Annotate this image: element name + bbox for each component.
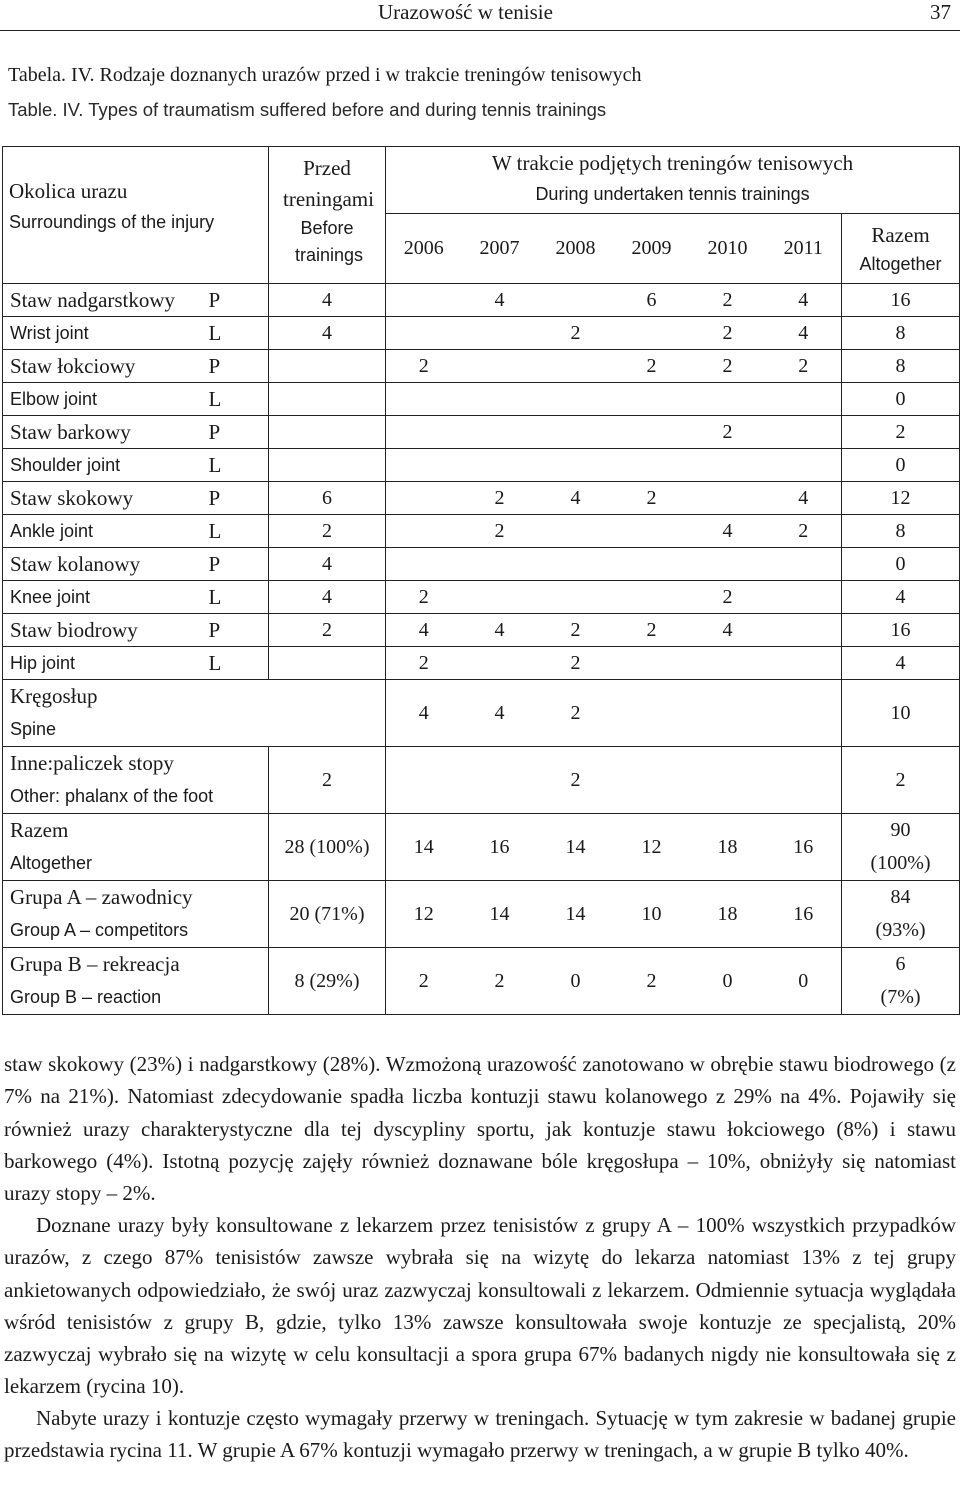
year-value: 6 — [614, 284, 690, 317]
year-value: 14 — [462, 881, 538, 948]
year-value: 2 — [538, 680, 614, 747]
year-value: 0 — [766, 948, 842, 1015]
year-value: 2 — [462, 948, 538, 1015]
row-side: L — [209, 449, 269, 482]
year-value — [690, 548, 766, 581]
body-paragraph: Doznane urazy były konsultowane z lekarzem przez tenisistów z grupy A – 100% wszystkich przypadków urazów, z czego 87% tenisistów zawsze wybrała się na wizytę do lekarza natomiast 13% z tej grupy ankietowanych odpowiedziało, że swój uraz zazwyczaj konsultowali z lekarzem. Odmiennie sytuacja wyglądała wśród tenisistów z grupy B, gdzie, tylko 13% zawsze konsultowała swoje kontuzje ze specjalistą, 20% zazwyczaj wybrało się na wizytę w celu konsultacji a spora grupa 67% badanych nigdy nie konsultowała się z lekarzem (rycina 10). — [4, 1213, 956, 1399]
row-name-pl: Razem — [10, 818, 69, 842]
year-value: 4 — [386, 680, 462, 747]
total-value — [842, 881, 960, 948]
total-percent: (100%) — [870, 852, 931, 874]
year-value: 2 — [766, 515, 842, 548]
year-value: 2 — [538, 614, 614, 647]
year-value: 2 — [386, 647, 462, 680]
table-row-group-a — [3, 881, 960, 948]
year-value — [386, 449, 462, 482]
page-header — [0, 0, 960, 31]
row-side: P — [209, 482, 269, 515]
row-side: L — [209, 317, 269, 350]
row-name-en: Altogether — [10, 853, 93, 873]
before-value — [269, 350, 386, 383]
row-name-en: Other: phalanx of the foot — [10, 786, 214, 806]
row-name-en: Group A – competitors — [10, 920, 189, 940]
year-value — [386, 383, 462, 416]
row-name-text: Staw łokciowy — [10, 353, 136, 378]
body-paragraph: staw skokowy (23%) i nadgarstkowy (28%). Wzmożoną urazowość zanotowano w obrębie stawu biodrowego (z 7% na 21%). Natomiast zdecydowanie spadła liczba kontuzji stawu kolanowego z 29% na 4%. Pojawiły się również urazy charakterystyczne dla tej dyscypliny sportu, jak kontuzje stawu łokciowego (8%) i stawu barkowego (4%). Istotną pozycję zajęły również doznawane bóle kręgosłupa – 10%, obniżyły się natomiast urazy stopy – 2%. — [4, 1052, 956, 1206]
year-value — [462, 350, 538, 383]
total-value: 2 — [842, 747, 960, 814]
year-value: 4 — [462, 614, 538, 647]
year-value — [766, 747, 842, 814]
row-name — [3, 383, 209, 416]
row-name — [3, 581, 209, 614]
year-value: 4 — [538, 482, 614, 515]
year-value: 4 — [766, 317, 842, 350]
table-row — [3, 581, 960, 614]
year-value: 2 — [614, 350, 690, 383]
year-value — [462, 548, 538, 581]
year-value — [538, 449, 614, 482]
header-before-en: Before trainings — [295, 218, 364, 265]
before-value: 4 — [269, 284, 386, 317]
header-during — [386, 147, 960, 214]
year-value: 4 — [462, 284, 538, 317]
year-value: 0 — [538, 948, 614, 1015]
year-value: 4 — [386, 614, 462, 647]
before-value: 2 — [269, 614, 386, 647]
total-value: 0 — [842, 548, 960, 581]
before-value: 6 — [269, 482, 386, 515]
year-value — [614, 515, 690, 548]
year-value: 2 — [614, 948, 690, 1015]
row-name — [3, 284, 209, 317]
row-name-text: Staw nadgarstkowy — [10, 287, 176, 312]
row-label — [3, 680, 386, 747]
year-value — [538, 515, 614, 548]
table-row — [3, 317, 960, 350]
year-value: 14 — [386, 814, 462, 881]
row-side: L — [209, 647, 269, 680]
year-value: 0 — [690, 948, 766, 1015]
row-name — [3, 614, 209, 647]
year-value: 4 — [690, 515, 766, 548]
total-percent: (7%) — [880, 986, 921, 1008]
before-value — [269, 449, 386, 482]
header-before — [269, 147, 386, 284]
year-value — [614, 647, 690, 680]
year-value: 2 — [614, 482, 690, 515]
year-value — [766, 581, 842, 614]
row-side: P — [209, 614, 269, 647]
table-row — [3, 416, 960, 449]
table-caption-en: Table. IV. Types of traumatism suffered before and during tennis trainings — [8, 99, 607, 120]
year-value: 12 — [386, 881, 462, 948]
year-value — [462, 416, 538, 449]
year-value: 2 — [538, 747, 614, 814]
header-total-pl: Razem — [871, 222, 930, 247]
total-count: 84 — [890, 886, 911, 908]
year-header: 2007 — [462, 214, 538, 284]
row-name-pl: Grupa A – zawodnicy — [10, 885, 193, 909]
before-value: 4 — [269, 548, 386, 581]
year-value: 2 — [538, 647, 614, 680]
year-value: 16 — [766, 814, 842, 881]
year-header: 2006 — [386, 214, 462, 284]
running-title: Urazowość w tenisie — [378, 0, 553, 24]
year-value — [690, 449, 766, 482]
year-header: 2008 — [538, 214, 614, 284]
year-value — [462, 383, 538, 416]
row-side: P — [209, 350, 269, 383]
page-number: 37 — [930, 0, 951, 24]
year-value — [766, 383, 842, 416]
year-value — [690, 680, 766, 747]
year-value: 2 — [462, 515, 538, 548]
total-percent: (93%) — [875, 919, 926, 941]
year-value: 2 — [690, 284, 766, 317]
row-name — [3, 449, 209, 482]
before-value: 8 (29%) — [269, 948, 386, 1015]
body-paragraph: Nabyte urazy i kontuzje często wymagały przerwy w treningach. Sytuację w tym zakresie w badanej grupie przedstawia rycina 11. W grupie A 67% kontuzji wymagało przerwy w treningach, a w grupie B tylko 40%. — [4, 1406, 956, 1463]
total-value: 16 — [842, 284, 960, 317]
before-value: 2 — [269, 747, 386, 814]
total-count: 6 — [895, 953, 906, 975]
total-value: 0 — [842, 449, 960, 482]
row-name-en: Group B – reaction — [10, 987, 162, 1007]
total-value: 10 — [842, 680, 960, 747]
row-name-pl: Inne:paliczek stopy — [10, 751, 174, 775]
row-name — [3, 515, 209, 548]
total-value: 2 — [842, 416, 960, 449]
year-header: 2010 — [690, 214, 766, 284]
row-name-text: Wrist joint — [10, 322, 89, 343]
total-value: 8 — [842, 515, 960, 548]
year-value — [386, 548, 462, 581]
year-value — [614, 548, 690, 581]
year-value: 4 — [766, 482, 842, 515]
row-side: P — [209, 284, 269, 317]
total-value — [842, 814, 960, 881]
table-row-total — [3, 814, 960, 881]
table-row — [3, 614, 960, 647]
year-value: 12 — [614, 814, 690, 881]
header-total-en: Altogether — [859, 253, 942, 274]
total-value: 16 — [842, 614, 960, 647]
table-row-other — [3, 747, 960, 814]
row-name-pl: Kręgosłup — [10, 684, 98, 708]
joint-rows — [3, 284, 960, 680]
year-value: 2 — [386, 948, 462, 1015]
year-value — [766, 548, 842, 581]
year-value: 2 — [386, 350, 462, 383]
row-name-pl: Grupa B – rekreacja — [10, 952, 180, 976]
row-side: P — [209, 548, 269, 581]
year-value: 2 — [538, 317, 614, 350]
year-value — [538, 416, 614, 449]
before-value: 4 — [269, 317, 386, 350]
year-value — [538, 284, 614, 317]
before-value — [269, 416, 386, 449]
table-row — [3, 515, 960, 548]
year-value — [614, 416, 690, 449]
year-value — [538, 581, 614, 614]
header-region — [3, 147, 269, 284]
year-value — [614, 581, 690, 614]
year-value — [386, 482, 462, 515]
year-value — [462, 449, 538, 482]
total-count: 90 — [890, 819, 911, 841]
row-name-text: Staw kolanowy — [10, 551, 141, 576]
row-side: L — [209, 581, 269, 614]
year-value: 2 — [614, 614, 690, 647]
year-value: 4 — [766, 284, 842, 317]
row-side: L — [209, 515, 269, 548]
table-row — [3, 482, 960, 515]
header-total — [842, 214, 960, 284]
row-side: P — [209, 416, 269, 449]
year-value: 10 — [614, 881, 690, 948]
row-name — [3, 350, 209, 383]
row-name-text: Shoulder joint — [10, 454, 121, 475]
table-row — [3, 548, 960, 581]
table-row — [3, 647, 960, 680]
row-name — [3, 482, 209, 515]
year-value — [766, 680, 842, 747]
year-value — [386, 747, 462, 814]
row-label — [3, 814, 269, 881]
year-value — [766, 416, 842, 449]
year-value — [538, 350, 614, 383]
year-value — [462, 581, 538, 614]
table-caption-pl: Tabela. IV. Rodzaje doznanych urazów przed i w trakcie treningów tenisowych — [8, 64, 642, 86]
year-value — [538, 383, 614, 416]
before-value: 28 (100%) — [269, 814, 386, 881]
year-value — [386, 416, 462, 449]
year-value: 14 — [538, 881, 614, 948]
year-value: 2 — [690, 416, 766, 449]
row-name — [3, 317, 209, 350]
year-value: 16 — [766, 881, 842, 948]
year-value: 14 — [538, 814, 614, 881]
total-value: 0 — [842, 383, 960, 416]
row-name — [3, 416, 209, 449]
before-value — [269, 647, 386, 680]
total-value: 8 — [842, 350, 960, 383]
year-value — [614, 317, 690, 350]
year-value: 4 — [462, 680, 538, 747]
year-value — [614, 680, 690, 747]
year-header: 2009 — [614, 214, 690, 284]
row-name-text: Knee joint — [10, 586, 91, 607]
year-value — [386, 284, 462, 317]
table-row-group-b — [3, 948, 960, 1015]
row-label — [3, 948, 269, 1015]
year-value: 2 — [766, 350, 842, 383]
before-value: 20 (71%) — [269, 881, 386, 948]
year-value: 4 — [690, 614, 766, 647]
year-value — [538, 548, 614, 581]
header-during-en: During undertaken tennis trainings — [535, 184, 810, 204]
year-value: 18 — [690, 814, 766, 881]
row-name-text: Staw biodrowy — [10, 617, 138, 642]
year-value: 2 — [462, 482, 538, 515]
year-value — [462, 317, 538, 350]
year-value: 16 — [462, 814, 538, 881]
table-row — [3, 350, 960, 383]
year-value — [462, 647, 538, 680]
year-value — [462, 747, 538, 814]
year-value: 2 — [690, 317, 766, 350]
total-value — [842, 948, 960, 1015]
year-value: 18 — [690, 881, 766, 948]
year-value: 2 — [690, 350, 766, 383]
table-row — [3, 383, 960, 416]
header-before-pl: Przed treningami — [283, 156, 374, 211]
before-value: 4 — [269, 581, 386, 614]
year-value — [614, 383, 690, 416]
table-row-spine — [3, 680, 960, 747]
row-label — [3, 747, 269, 814]
total-value: 4 — [842, 581, 960, 614]
row-name-text: Ankle joint — [10, 520, 94, 541]
row-name-text: Staw skokowy — [10, 485, 134, 510]
row-name-en: Spine — [10, 719, 57, 739]
year-value — [766, 449, 842, 482]
injury-table — [2, 146, 960, 1015]
row-name-text: Staw barkowy — [10, 419, 131, 444]
year-value — [766, 614, 842, 647]
year-header: 2011 — [766, 214, 842, 284]
row-name — [3, 548, 209, 581]
row-name — [3, 647, 209, 680]
header-region-en: Surroundings of the injury — [9, 212, 215, 232]
year-value — [614, 449, 690, 482]
year-value — [690, 383, 766, 416]
table-row — [3, 449, 960, 482]
year-value — [690, 647, 766, 680]
header-during-pl: W trakcie podjętych treningów tenisowych — [491, 151, 854, 175]
before-value: 2 — [269, 515, 386, 548]
total-value: 8 — [842, 317, 960, 350]
header-region-pl: Okolica urazu — [9, 179, 128, 203]
year-value — [614, 747, 690, 814]
row-side: L — [209, 383, 269, 416]
before-value — [269, 383, 386, 416]
row-label — [3, 881, 269, 948]
year-value — [766, 647, 842, 680]
table-row — [3, 284, 960, 317]
year-value: 2 — [386, 581, 462, 614]
year-value — [690, 482, 766, 515]
row-name-text: Hip joint — [10, 652, 76, 673]
year-value — [690, 747, 766, 814]
total-value: 4 — [842, 647, 960, 680]
year-value — [386, 317, 462, 350]
row-name-text: Elbow joint — [10, 388, 98, 409]
total-value: 12 — [842, 482, 960, 515]
year-value — [386, 515, 462, 548]
year-value: 2 — [690, 581, 766, 614]
